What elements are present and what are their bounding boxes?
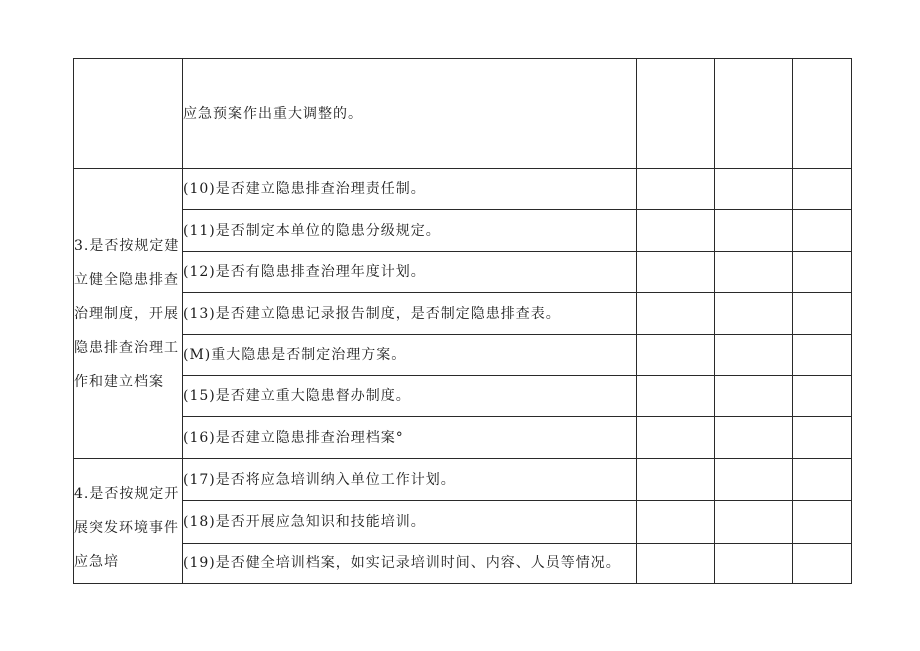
check-cell[interactable]	[715, 210, 793, 252]
table-row	[74, 544, 852, 584]
check-cell[interactable]	[637, 376, 715, 417]
table-row	[74, 501, 852, 544]
check-cell[interactable]	[793, 210, 852, 252]
table-row	[74, 252, 852, 293]
table-row	[74, 293, 852, 335]
check-cell[interactable]	[793, 376, 852, 417]
check-cell[interactable]	[637, 169, 715, 210]
check-cell[interactable]	[715, 376, 793, 417]
check-cell[interactable]	[793, 169, 852, 210]
inspection-table	[73, 58, 852, 584]
check-cell[interactable]	[793, 59, 852, 169]
item-cell: (10)是否建立隐患排查治理责任制。	[183, 169, 637, 210]
table-row	[74, 417, 852, 459]
category-cell: 3.是否按规定建立健全隐患排查治理制度，开展隐患排查治理工作和建立档案	[74, 169, 183, 459]
item-cell: (15)是否建立重大隐患督办制度。	[183, 376, 637, 417]
check-cell[interactable]	[793, 459, 852, 501]
table-row	[74, 59, 852, 169]
check-cell[interactable]	[715, 293, 793, 335]
check-cell[interactable]	[793, 501, 852, 544]
check-cell[interactable]	[715, 501, 793, 544]
table-row	[74, 210, 852, 252]
check-cell[interactable]	[637, 335, 715, 376]
check-cell[interactable]	[715, 417, 793, 459]
check-cell[interactable]	[793, 544, 852, 584]
item-cell: (13)是否建立隐患记录报告制度，是否制定隐患排查表。	[183, 293, 637, 335]
item-cell: (18)是否开展应急知识和技能培训。	[183, 501, 637, 544]
check-cell[interactable]	[793, 252, 852, 293]
item-cell: (19)是否健全培训档案，如实记录培训时间、内容、人员等情况。	[183, 544, 637, 584]
category-cell	[74, 59, 183, 169]
check-cell[interactable]	[637, 544, 715, 584]
check-cell[interactable]	[637, 210, 715, 252]
check-cell[interactable]	[793, 293, 852, 335]
check-cell[interactable]	[793, 335, 852, 376]
check-cell[interactable]	[715, 335, 793, 376]
item-cell: (12)是否有隐患排查治理年度计划。	[183, 252, 637, 293]
check-cell[interactable]	[715, 59, 793, 169]
check-cell[interactable]	[793, 417, 852, 459]
check-cell[interactable]	[637, 293, 715, 335]
table-row	[74, 376, 852, 417]
check-cell[interactable]	[637, 459, 715, 501]
table-row	[74, 459, 852, 501]
check-cell[interactable]	[637, 252, 715, 293]
item-cell: (16)是否建立隐患排查治理档案°	[183, 417, 637, 459]
check-cell[interactable]	[715, 544, 793, 584]
category-cell: 4.是否按规定开展突发环境事件应急培	[74, 459, 183, 584]
item-cell: 应急预案作出重大调整的。	[183, 59, 637, 169]
check-cell[interactable]	[637, 501, 715, 544]
check-cell[interactable]	[715, 169, 793, 210]
table-row	[74, 335, 852, 376]
item-cell: (11)是否制定本单位的隐患分级规定。	[183, 210, 637, 252]
check-cell[interactable]	[637, 59, 715, 169]
check-cell[interactable]	[637, 417, 715, 459]
table-row	[74, 169, 852, 210]
check-cell[interactable]	[715, 252, 793, 293]
check-cell[interactable]	[715, 459, 793, 501]
item-cell: (M)重大隐患是否制定治理方案。	[183, 335, 637, 376]
item-cell: (17)是否将应急培训纳入单位工作计划。	[183, 459, 637, 501]
